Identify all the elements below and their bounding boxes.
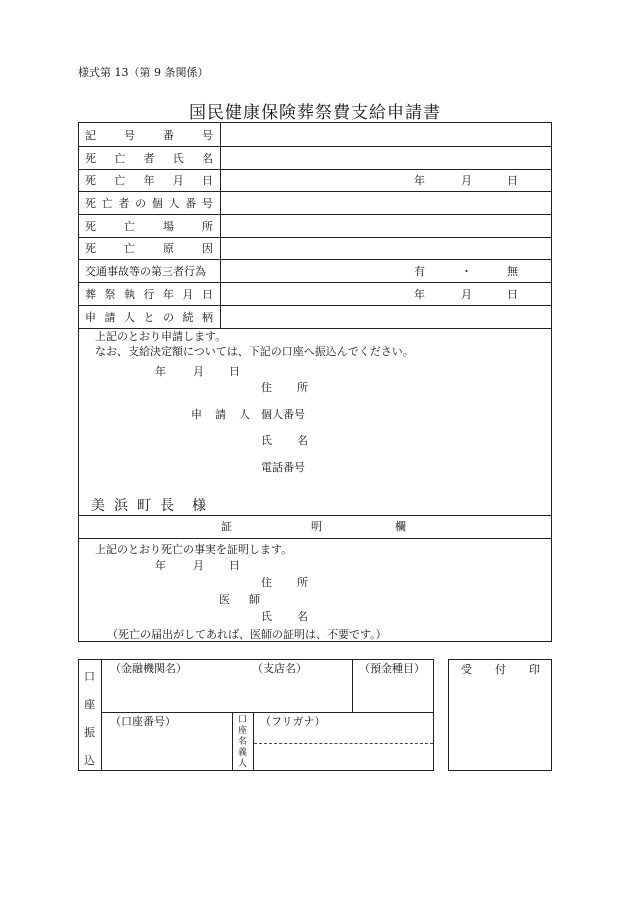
row-relationship <box>79 305 551 329</box>
deceased-name-field[interactable] <box>221 146 551 169</box>
applicant-name-char2: 名 <box>297 434 308 447</box>
row-personal-number <box>79 191 551 215</box>
bank-side-label: 口 座 振 込 <box>79 660 102 770</box>
doctor-name-char1: 氏 <box>261 610 272 623</box>
option-no[interactable]: 無 <box>507 264 518 278</box>
personal-number-field[interactable] <box>221 191 551 214</box>
application-date-day: 日 <box>229 365 240 378</box>
cert-date-year: 年 <box>155 559 166 572</box>
application-line2: なお、支給決定額については、下記の口座へ振込んでください。 <box>95 345 414 358</box>
divider <box>79 515 551 516</box>
label-funeral-date: 葬 祭 執 行 年 月 日 <box>85 287 213 301</box>
account-number-field[interactable] <box>102 713 233 770</box>
doctor-label-char2: 師 <box>249 593 260 606</box>
cert-header-char3: 欄 <box>395 520 406 533</box>
applicant-address-char1: 住 <box>261 381 272 394</box>
account-number-label: （口座番号） <box>110 715 176 728</box>
divider <box>79 538 551 539</box>
date-of-death-field[interactable]: 年 月 日 <box>414 174 518 187</box>
funeral-date-field[interactable]: 年 月 日 <box>414 287 518 301</box>
addressee: 美 浜 町 長 様 <box>91 498 206 514</box>
applicant-label-char1: 申 <box>191 408 202 421</box>
label-deceased-name: 死 亡 者 氏 名 <box>85 151 213 165</box>
label-personal-number: 死 亡 者 の 個 人 番 号 <box>85 196 213 210</box>
application-table <box>78 122 552 642</box>
label-date-of-death: 死 亡 年 月 日 <box>85 174 213 187</box>
receipt-stamp-box: 受 付 印 <box>448 659 552 771</box>
cert-note: （死亡の届出がしてあれば、医師の証明は、不要です。） <box>107 628 387 641</box>
row-funeral-date <box>79 282 551 306</box>
doctor-label-char1: 医 <box>219 593 230 606</box>
doctor-name-char2: 名 <box>297 610 308 623</box>
label-record-number: 記 号 番 号 <box>85 128 213 142</box>
cert-date-day: 日 <box>229 559 240 572</box>
furigana-divider <box>254 743 433 744</box>
option-yes[interactable]: 有 <box>414 264 425 278</box>
record-number-field[interactable] <box>221 123 551 146</box>
applicant-address-char2: 所 <box>297 381 308 394</box>
third-party-field <box>221 259 551 282</box>
label-place-of-death: 死 亡 場 所 <box>85 219 213 233</box>
label-relationship: 申 請 人 と の 続 柄 <box>85 310 213 324</box>
separator-dot: ・ <box>461 264 472 278</box>
account-holder-label: 口 座 名 義 人 <box>233 713 254 770</box>
applicant-label-char2: 請 <box>215 408 226 421</box>
application-date-year: 年 <box>155 365 166 378</box>
bank-transfer-table <box>78 659 434 771</box>
applicant-name-char1: 氏 <box>261 434 272 447</box>
doctor-address-char1: 住 <box>261 576 272 589</box>
institution-field[interactable] <box>102 660 353 712</box>
label-third-party: 交通事故等の第三者行為 <box>85 264 206 278</box>
cert-header-char1: 証 <box>221 520 232 533</box>
label-cause-of-death: 死 亡 原 因 <box>85 242 213 255</box>
deposit-type-label: （預金種目） <box>359 662 425 675</box>
deposit-type-field[interactable] <box>353 660 433 712</box>
row-record-number <box>79 123 551 147</box>
bank-top-row <box>102 660 433 713</box>
relationship-field[interactable] <box>221 305 551 328</box>
row-deceased-name <box>79 146 551 170</box>
branch-label: （支店名） <box>252 662 307 675</box>
form-number: 様式第 13（第 9 条関係） <box>78 66 209 79</box>
cert-date-month: 月 <box>193 559 204 572</box>
cause-of-death-field[interactable] <box>221 237 551 259</box>
applicant-phone-label: 電話番号 <box>261 461 305 474</box>
row-cause-of-death <box>79 237 551 260</box>
account-holder-field[interactable] <box>254 713 433 770</box>
applicant-label-char3: 人 <box>239 408 250 421</box>
institution-label: （金融機関名） <box>110 662 187 675</box>
doctor-address-char2: 所 <box>297 576 308 589</box>
row-third-party <box>79 259 551 283</box>
application-date-month: 月 <box>193 365 204 378</box>
applicant-personal-number-label: 個人番号 <box>261 408 305 421</box>
row-date-of-death <box>79 169 551 192</box>
row-place-of-death <box>79 214 551 238</box>
place-of-death-field[interactable] <box>221 214 551 237</box>
application-line1: 上記のとおり申請します。 <box>95 330 227 343</box>
cert-line1: 上記のとおり死亡の事実を証明します。 <box>95 543 293 556</box>
page-title: 国民健康保険葬祭費支給申請書 <box>189 103 441 123</box>
furigana-label: （フリガナ） <box>260 715 326 728</box>
cert-header-char2: 明 <box>311 520 322 533</box>
